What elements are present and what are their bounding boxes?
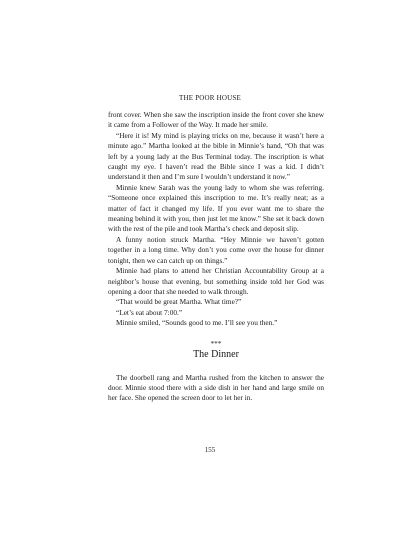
paragraph: “That would be great Martha. What time?” xyxy=(116,297,242,307)
page-number: 155 xyxy=(204,446,216,454)
scene-break: *** xyxy=(210,338,222,348)
paragraphs-before-break xyxy=(108,110,324,329)
paragraph: Minnie smiled, “Sounds good to me. I’ll see you then.” xyxy=(116,318,278,328)
paragraph: Minnie had plans to attend her Christian Accountability Group at a neighbor’s house that evening, but something inside told her God was opening a door that she needed to walk through. xyxy=(108,266,324,296)
paragraph: “Let’s eat about 7:00.” xyxy=(116,307,183,317)
paragraph: A funny notion struck Martha. “Hey Minnie we haven’t gotten together in a long time. Why don’t you come over the house for dinner tonight, then we can catch up on things.” xyxy=(108,234,324,265)
paragraphs-after-break xyxy=(108,373,324,404)
paragraph: “Here it is! My mind is playing tricks on me, because it wasn’t here a minute ago.” Martha looked at the bible in Minnie’s hand, “Oh that was left by a young lady at the Bus Terminal today. The inscription is what caught my eye. I haven’t read the Bible since I was a kid. I didn’t understand it then and I’m sure I wouldn’t understand it now.” xyxy=(108,130,324,182)
paragraph: Minnie knew Sarah was the young lady to whom she was referring. “Someone once explained this inscription to me. It’s really neat; as a matter of fact it changed my life. If you ever want me to share the meaning behind it with you, then just let me know.” She set it back down with the rest of the pile and took Martha’s check and deposit slip. xyxy=(108,182,324,234)
paragraph: front cover. When she saw the inscription inside the front cover she knew it came from a Follower of the Way. It made her smile. xyxy=(108,110,324,130)
paragraph: The doorbell rang and Martha rushed from the kitchen to answer the door. Minnie stood there with a side dish in her hand and large smile on her face. She opened the screen door to let her in. xyxy=(108,372,324,403)
running-head: THE POOR HOUSE xyxy=(179,94,241,102)
chapter-title: The Dinner xyxy=(193,348,239,360)
body-text xyxy=(108,110,324,404)
